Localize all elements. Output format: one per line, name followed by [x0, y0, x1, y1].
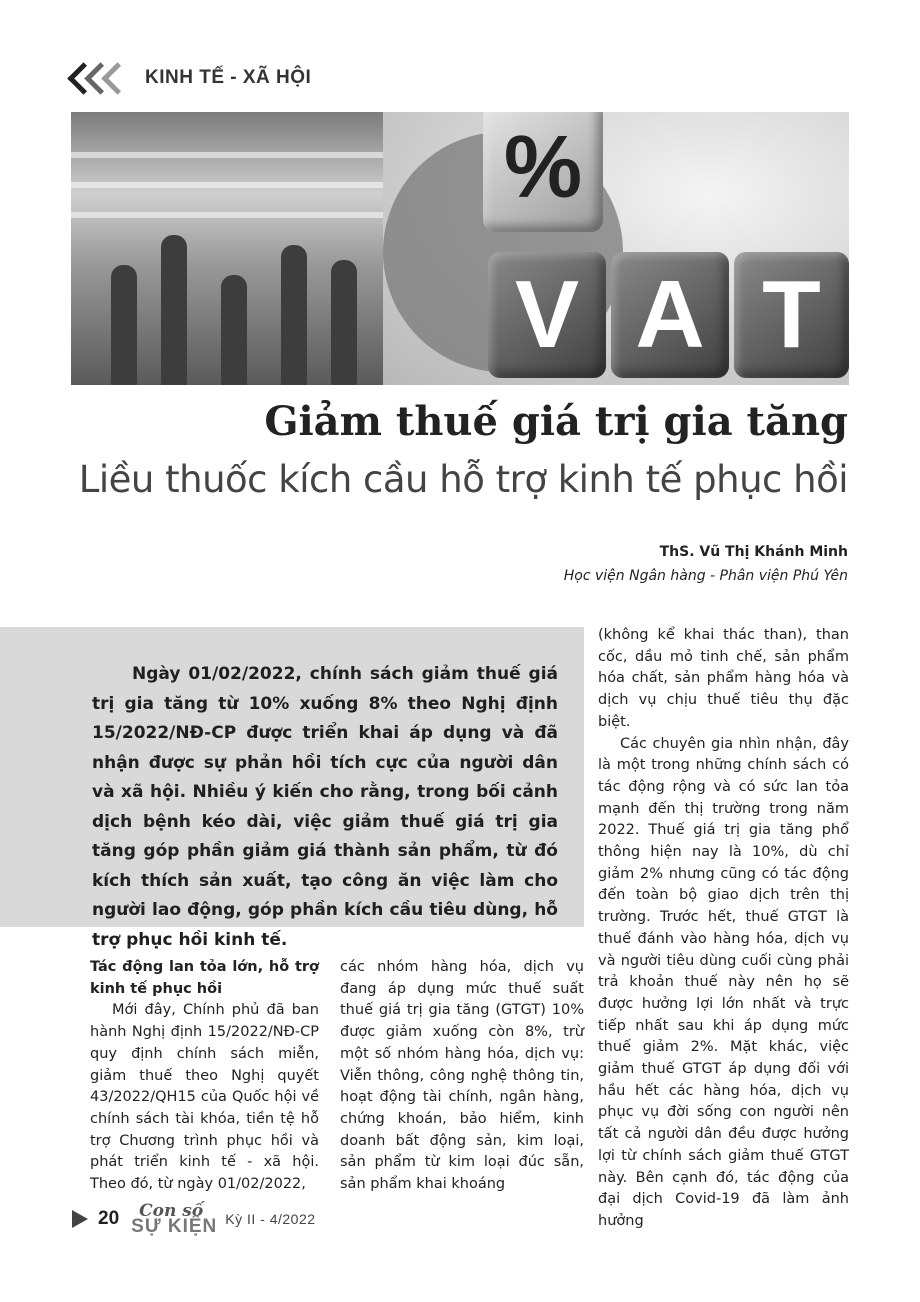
section-header: [72, 62, 311, 94]
lead-text: Ngày 01/02/2022, chính sách giảm thuế giá trị gia tăng từ 10% xuống 8% theo Nghị định 15/2022/NĐ-CP được triển khai áp dụng và đã nhận được sự phản hồi tích cực của người dân và xã hội. Nhiều ý kiến cho rằng, trong bối cảnh dịch bệnh kéo dài, việc giảm thuế giá trị gia tăng góp phần giảm giá thành sản phẩm, từ đó kích thích sản xuất, tạo công ăn việc làm cho người lao động, góp phần kích cầu tiêu dùng, hỗ trợ phục hồi kinh tế.: [92, 664, 558, 950]
magazine-logo: [131, 1201, 218, 1237]
section-label: KINH TẾ - XÃ HỘI: [145, 67, 312, 88]
logo-line-1: Con số: [139, 1201, 204, 1221]
page-footer: [72, 1203, 316, 1235]
col1-paragraph: Mới đây, Chính phủ đã ban hành Nghị định 15/2022/NĐ-CP quy định chính sách miễn, giảm thuế theo Nghị quyết 43/2022/QH15 của Quốc hội về chính sách tài khóa, tiền tệ hỗ trợ Chương trình phục hồi và phát triển kinh tế - xã hội. Theo đó, từ ngày 01/02/2022,: [90, 1002, 319, 1193]
body-column-1: [90, 957, 319, 1196]
logo-line-2: SỰ KIỆN: [131, 1216, 218, 1237]
chevron-arrows-icon: [72, 67, 123, 90]
col3-paragraph-1: (không kể khai thác than), than cốc, dầu mỏ tinh chế, sản phẩm hóa chất, sản phẩm hàng hóa và dịch vụ chịu thuế tiêu thụ đặc biệt.: [598, 627, 849, 730]
hero-image: [71, 112, 849, 385]
article-title: Giảm thuế giá trị gia tăng: [264, 398, 848, 445]
author-name: ThS. Vũ Thị Khánh Minh: [659, 544, 848, 560]
body-column-3: [598, 625, 849, 1233]
letter-block-a: A: [611, 252, 729, 378]
supermarket-photo: [71, 112, 383, 385]
body-column-2: [340, 957, 584, 1196]
play-triangle-icon: [72, 1210, 88, 1228]
col3-paragraph-2: Các chuyên gia nhìn nhận, đây là một trong những chính sách có tác động rộng và có sức lan tỏa mạnh đến thị trường trong năm 2022. Thuế giá trị gia tăng phổ thông hiện nay là 10%, dù chỉ giảm 2% nhưng cũng có tác động đến toàn bộ giao dịch trên thị trường. Trước hết, thuế GTGT là thuế đánh vào hàng hóa, dịch vụ và người tiêu dùng cuối cùng phải trả khoản thuế này nên họ sẽ được hưởng lợi lớn nhất và trực tiếp nhất sau khi áp dụng mức thuế giảm 2%. Mặt khác, việc giảm thuế GTGT áp dụng đối với hầu hết các hàng hóa, dịch vụ phục vụ đời sống con người nên tất cả người dân đều được hưởng lợi từ chính sách giảm thuế GTGT này. Bên cạnh đó, tác động của đại dịch Covid-19 đã làm ảnh hưởng: [598, 735, 849, 1229]
article-subtitle: Liều thuốc kích cầu hỗ trợ kinh tế phục hồi: [78, 458, 848, 501]
col2-paragraph: các nhóm hàng hóa, dịch vụ đang áp dụng mức thuế suất thuế giá trị gia tăng (GTGT) 10% được giảm xuống còn 8%, trừ một số nhóm hàng hóa, dịch vụ: Viễn thông, công nghệ thông tin, hoạt động tài chính, ngân hàng, chứng khoán, bảo hiểm, kinh doanh bất động sản, kim loại, sản phẩm từ kim loại đúc sẵn, sản phẩm khai khoáng: [340, 959, 584, 1193]
letter-block-v: V: [488, 252, 606, 378]
author-affiliation: Học viện Ngân hàng - Phân viện Phú Yên: [563, 568, 848, 584]
lead-paragraph: [92, 660, 558, 955]
percent-block: %: [483, 112, 603, 232]
vat-blocks-photo: [383, 112, 849, 385]
page-number: 20: [98, 1208, 120, 1229]
section-subhead: Tác động lan tỏa lớn, hỗ trợ kinh tế phục hồi: [90, 959, 319, 997]
issue-label: Kỳ II - 4/2022: [225, 1211, 316, 1227]
letter-block-t: T: [734, 252, 849, 378]
